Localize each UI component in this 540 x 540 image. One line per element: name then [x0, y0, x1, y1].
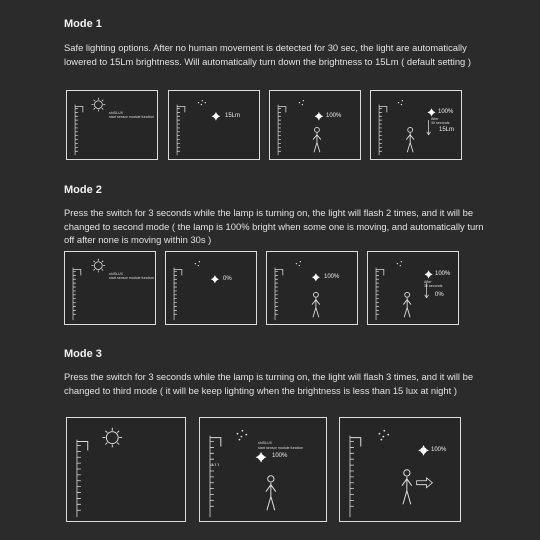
brightness-label: 100%	[326, 113, 342, 119]
wall-ruler	[75, 105, 78, 156]
light-burst-icon	[424, 270, 432, 278]
sun-icon	[102, 428, 122, 448]
walking-person-icon	[406, 127, 414, 152]
mode-3-panel-3	[339, 417, 461, 522]
mode-3-title: Mode 3	[64, 348, 102, 360]
stars-icon	[195, 261, 200, 266]
mode-3-panel-1	[66, 417, 186, 522]
sensor-note-text: start sensor module function	[258, 446, 304, 450]
mode-1-panel-2	[168, 90, 260, 160]
mode-3-scene-1	[67, 418, 185, 521]
mode-2-scene-3	[267, 252, 357, 324]
end-brightness-label: 0%	[435, 292, 444, 298]
mode-3-description: Press the switch for 3 seconds while the lamp is turning on, the light will flash 3 times, and it will be changed to third mode ( it will be keep lighting when the brightness is less than 15 lux at night )	[64, 371, 474, 396]
moon-icon	[306, 260, 310, 268]
lamp-icon	[210, 438, 221, 447]
wall-ruler	[73, 268, 76, 321]
walking-person-icon	[312, 292, 320, 317]
mode-2-scene-4	[368, 252, 458, 324]
mode-3-panel-2	[199, 417, 327, 522]
stars-icon	[296, 261, 301, 266]
sensor-note-title: shiSLUX	[258, 441, 272, 445]
lamp-icon	[77, 442, 88, 451]
moon-icon	[406, 99, 410, 107]
lamp-icon	[278, 107, 286, 113]
mode-2-scene-1	[65, 252, 155, 324]
stars-icon	[398, 100, 403, 105]
walking-person-icon	[403, 292, 411, 317]
motion-wave-icon	[212, 463, 219, 466]
light-burst-icon	[418, 445, 429, 456]
stars-icon	[397, 261, 402, 266]
mode-1-panel-1	[66, 90, 158, 160]
sun-icon	[92, 259, 106, 273]
wall-ruler	[275, 268, 278, 321]
lamp-icon	[379, 107, 387, 113]
stars-icon	[198, 100, 206, 105]
after-label: After	[424, 280, 432, 284]
wall-ruler	[77, 440, 81, 517]
light-burst-icon	[315, 112, 324, 121]
mode-1-scene-1	[67, 91, 157, 159]
sun-icon	[92, 98, 106, 112]
down-arrow-icon	[427, 120, 431, 135]
moon-icon	[405, 260, 409, 268]
stars-icon	[299, 100, 304, 105]
mode-2-panel-2	[165, 251, 257, 325]
wall-ruler	[376, 268, 379, 321]
sensor-note-title: shiSLUX	[109, 272, 123, 276]
after-label: After	[431, 117, 439, 121]
mode-1-panel-3	[269, 90, 361, 160]
stars-icon	[237, 430, 248, 441]
mode-1-title: Mode 1	[64, 18, 102, 30]
wall-ruler	[210, 436, 214, 517]
walking-person-icon	[266, 476, 276, 511]
lamp-icon	[350, 438, 361, 447]
mode-3-scene-3	[340, 418, 460, 521]
lamp-icon	[73, 270, 81, 276]
moon-icon	[391, 428, 397, 440]
mode-2-panel-4	[367, 251, 459, 325]
mode-2-scene-2	[166, 252, 256, 324]
light-burst-icon	[312, 273, 320, 281]
lamp-icon	[177, 107, 185, 113]
right-arrow-icon	[417, 478, 433, 488]
brightness-label: 100%	[438, 109, 454, 115]
mode-2-title: Mode 2	[64, 184, 102, 196]
light-burst-icon	[211, 275, 219, 283]
sensor-note-title: shiSLUX	[109, 111, 123, 115]
mode-1-panel-4	[370, 90, 462, 160]
brightness-label: 0%	[223, 276, 232, 282]
brightness-label: 100%	[272, 453, 288, 459]
mode-1-description: Safe lighting options. After no human movement is detected for 30 sec, the light are automatically lowered to 15Lm brightness. Will automatically turn down the brightness to 15Lm ( default setting )	[64, 42, 471, 67]
lamp-icon	[376, 270, 384, 276]
mode-2-panel-3	[266, 251, 358, 325]
brightness-label: 15Lm	[225, 113, 241, 119]
end-brightness-label: 15Lm	[439, 127, 455, 133]
lamp-icon	[75, 107, 83, 113]
mode-2-panel-1	[64, 251, 156, 325]
moon-icon	[249, 428, 255, 440]
stars-icon	[379, 430, 390, 441]
wall-ruler	[350, 436, 354, 517]
wall-ruler	[174, 268, 177, 321]
wall-ruler	[379, 105, 382, 156]
moon-icon	[208, 99, 212, 107]
brightness-label: 100%	[431, 447, 447, 453]
after-time-label: 30 seconds	[424, 284, 443, 288]
brightness-label: 100%	[435, 271, 451, 277]
sensor-note-text: start sensor module function	[109, 115, 155, 119]
mode-3-scene-2	[200, 418, 326, 521]
brightness-label: 100%	[324, 274, 340, 280]
lamp-icon	[174, 270, 182, 276]
mode-1-scene-3	[270, 91, 360, 159]
wall-ruler	[278, 105, 281, 156]
walking-person-icon	[402, 470, 412, 505]
walking-person-icon	[313, 127, 321, 152]
moon-icon	[205, 260, 209, 268]
mode-2-description: Press the switch for 3 seconds while the lamp is turning on, the light will flash 2 times, and it will be changed to second mode ( the lamp is 100% bright when some one is moving, and automatically turn off after none is moving within 30s )	[64, 207, 484, 245]
light-burst-icon	[212, 112, 221, 121]
light-burst-icon	[427, 108, 435, 116]
light-burst-icon	[256, 452, 267, 463]
lamp-icon	[275, 270, 283, 276]
mode-1-scene-2	[169, 91, 259, 159]
moon-icon	[307, 99, 311, 107]
after-time-label: 30 seconds	[431, 121, 450, 125]
sensor-note-text: start sensor module function	[109, 276, 155, 280]
wall-ruler	[177, 105, 180, 156]
